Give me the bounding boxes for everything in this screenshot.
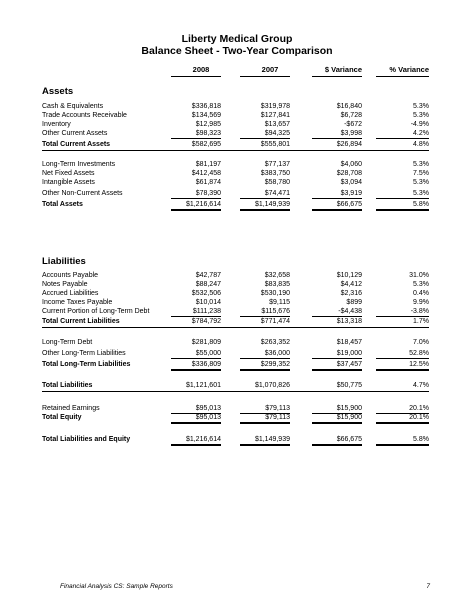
footer-report-name: Financial Analysis CS: Sample Reports	[60, 583, 173, 590]
row-value-dv: $66,675	[312, 200, 362, 211]
row-value-pv: 1.7%	[413, 318, 429, 325]
row-value-v2008: $55,000	[171, 349, 221, 359]
row-value-v2007: $299,352	[240, 360, 290, 371]
row-value-v2008: $10,014	[195, 299, 221, 306]
row-value-v2007: $94,325	[240, 129, 290, 139]
row-value-v2008: $12,985	[195, 121, 221, 128]
header-underline-2008	[171, 76, 221, 77]
row-value-v2008: $784,792	[191, 318, 221, 325]
row-value-v2007: $1,070,826	[254, 382, 290, 389]
row-value-v2007: $58,780	[264, 179, 290, 186]
row-value-dv: $18,457	[336, 339, 362, 346]
row-value-pv: 4.2%	[376, 129, 429, 139]
row-label: Total Liabilities	[42, 382, 93, 389]
row-value-dv: $50,775	[336, 382, 362, 389]
row-label: Other Non-Current Assets	[42, 190, 123, 197]
row-value-dv: $6,728	[340, 112, 362, 119]
row-value-dv: $15,900	[312, 413, 362, 424]
row-value-pv: 12.5%	[376, 360, 429, 371]
row-value-pv: -4.9%	[410, 121, 429, 128]
row-value-dv: -$4,438	[312, 307, 362, 317]
row-value-v2008: $95,013	[171, 413, 221, 424]
row-value-v2008: $582,695	[191, 141, 221, 148]
row-value-v2008: $61,874	[195, 179, 221, 186]
header-underline-pct	[376, 76, 429, 77]
row-label: Intangible Assets	[42, 179, 95, 186]
assets-heading: Assets	[42, 86, 74, 97]
row-label: Retained Earnings	[42, 405, 100, 412]
row-label: Net Fixed Assets	[42, 170, 95, 177]
row-value-v2008: $336,818	[191, 103, 221, 110]
row-value-pv: 4.7%	[413, 382, 429, 389]
row-value-v2008: $532,506	[191, 290, 221, 297]
total-row-rule	[42, 150, 429, 151]
row-label: Income Taxes Payable	[42, 299, 113, 306]
row-value-v2007: $319,978	[260, 103, 290, 110]
row-value-dv: $3,998	[312, 129, 362, 139]
row-value-v2008: $412,458	[191, 170, 221, 177]
row-label: Long-Term Investments	[42, 161, 116, 168]
row-value-dv: $15,900	[312, 404, 362, 414]
liabilities-heading: Liabilities	[42, 256, 86, 267]
row-value-dv: $28,708	[336, 170, 362, 177]
row-value-v2008: $78,390	[171, 189, 221, 199]
row-value-v2007: $36,000	[240, 349, 290, 359]
row-value-v2008: $281,809	[191, 339, 221, 346]
row-value-v2008: $1,216,614	[171, 435, 221, 446]
row-value-v2007: $115,676	[240, 307, 290, 317]
row-label: Current Portion of Long-Term Debt	[42, 308, 150, 315]
row-value-v2007: $9,115	[269, 299, 290, 306]
row-value-dv: $37,457	[312, 360, 362, 371]
row-value-v2008: $88,247	[195, 281, 221, 288]
total-row-rule	[42, 391, 429, 392]
row-label: Trade Accounts Receivable	[42, 112, 127, 119]
row-value-v2007: $771,474	[260, 318, 290, 325]
row-value-pv: 5.3%	[413, 179, 429, 186]
total-row-rule	[42, 327, 429, 328]
row-value-dv: $66,675	[312, 435, 362, 446]
page-title	[0, 33, 474, 57]
row-value-v2007: $1,149,939	[240, 200, 290, 211]
row-label: Other Long-Term Liabilities	[42, 350, 126, 357]
row-label: Total Long-Term Liabilities	[42, 361, 131, 368]
row-value-pv: -3.8%	[376, 307, 429, 317]
row-value-v2007: $263,352	[260, 339, 290, 346]
header-underline-2007	[240, 76, 290, 77]
row-value-pv: 5.3%	[413, 103, 429, 110]
row-value-dv: $3,094	[340, 179, 362, 186]
row-value-dv: -$672	[344, 121, 362, 128]
row-label: Total Assets	[42, 201, 83, 208]
row-value-v2007: $79,113	[240, 404, 290, 414]
report-title: Balance Sheet - Two-Year Comparison	[141, 45, 333, 57]
row-label: Total Current Liabilities	[42, 318, 120, 325]
row-value-pv: 9.9%	[413, 299, 429, 306]
row-label: Accrued Liabilities	[42, 290, 99, 297]
row-label: Accounts Payable	[42, 272, 99, 279]
row-value-v2007: $383,750	[260, 170, 290, 177]
row-value-dv: $16,840	[336, 103, 362, 110]
row-value-pv: 5.3%	[413, 161, 429, 168]
row-value-dv: $4,412	[340, 281, 362, 288]
row-value-v2007: $1,149,939	[240, 435, 290, 446]
row-value-dv: $2,316	[340, 290, 362, 297]
row-value-pv: 5.3%	[376, 189, 429, 199]
row-value-dv: $3,919	[312, 189, 362, 199]
row-label: Total Equity	[42, 414, 82, 421]
row-value-v2007: $32,658	[264, 272, 290, 279]
row-value-pv: 0.4%	[413, 290, 429, 297]
row-value-v2007: $79,113	[240, 413, 290, 424]
row-value-v2007: $127,841	[260, 112, 290, 119]
row-value-v2008: $42,787	[195, 272, 221, 279]
row-value-dv: $26,894	[336, 141, 362, 148]
row-value-v2007: $13,657	[264, 121, 290, 128]
column-header-dollar-variance: $ Variance	[324, 65, 362, 74]
row-label: Total Liabilities and Equity	[42, 436, 131, 443]
row-value-v2008: $1,121,601	[185, 382, 221, 389]
row-value-v2007: $77,137	[264, 161, 290, 168]
row-value-pv: 20.1%	[376, 404, 429, 414]
row-value-pv: 7.5%	[413, 170, 429, 177]
row-value-pv: 5.8%	[376, 200, 429, 211]
row-label: Inventory	[42, 121, 71, 128]
row-value-v2008: $98,323	[171, 129, 221, 139]
row-value-dv: $4,060	[340, 161, 362, 168]
row-value-pv: 5.3%	[413, 281, 429, 288]
row-value-dv: $10,129	[336, 272, 362, 279]
row-value-v2008: $134,569	[191, 112, 221, 119]
row-value-dv: $19,000	[312, 349, 362, 359]
row-label: Other Current Assets	[42, 130, 108, 137]
row-value-v2007: $555,801	[260, 141, 290, 148]
row-value-pv: 52.8%	[376, 349, 429, 359]
row-value-pv: 4.8%	[413, 141, 429, 148]
row-label: Notes Payable	[42, 281, 88, 288]
row-value-v2008: $95,013	[171, 404, 221, 414]
column-header-2007: 2007	[261, 65, 279, 74]
row-value-pv: 5.3%	[413, 112, 429, 119]
row-label: Total Current Assets	[42, 141, 111, 148]
row-label: Long-Term Debt	[42, 339, 93, 346]
row-value-pv: 5.8%	[376, 435, 429, 446]
row-value-dv: $13,318	[336, 318, 362, 325]
row-value-v2008: $1,216,614	[171, 200, 221, 211]
column-header-pct-variance: % Variance	[389, 65, 429, 74]
row-value-pv: 7.0%	[413, 339, 429, 346]
header-underline-dollar	[312, 76, 362, 77]
row-value-v2008: $111,238	[171, 307, 221, 317]
footer-page-number: 7	[426, 583, 430, 590]
row-value-pv: 20.1%	[376, 413, 429, 424]
row-value-v2007: $74,471	[240, 189, 290, 199]
row-value-v2007: $83,835	[264, 281, 290, 288]
row-value-pv: 31.0%	[409, 272, 429, 279]
column-header-2008: 2008	[192, 65, 210, 74]
row-value-dv: $899	[346, 299, 362, 306]
company-name: Liberty Medical Group	[181, 33, 293, 45]
row-value-v2007: $530,190	[260, 290, 290, 297]
row-value-v2008: $81,197	[195, 161, 221, 168]
row-value-v2008: $336,809	[171, 360, 221, 371]
row-label: Cash & Equivalents	[42, 103, 104, 110]
